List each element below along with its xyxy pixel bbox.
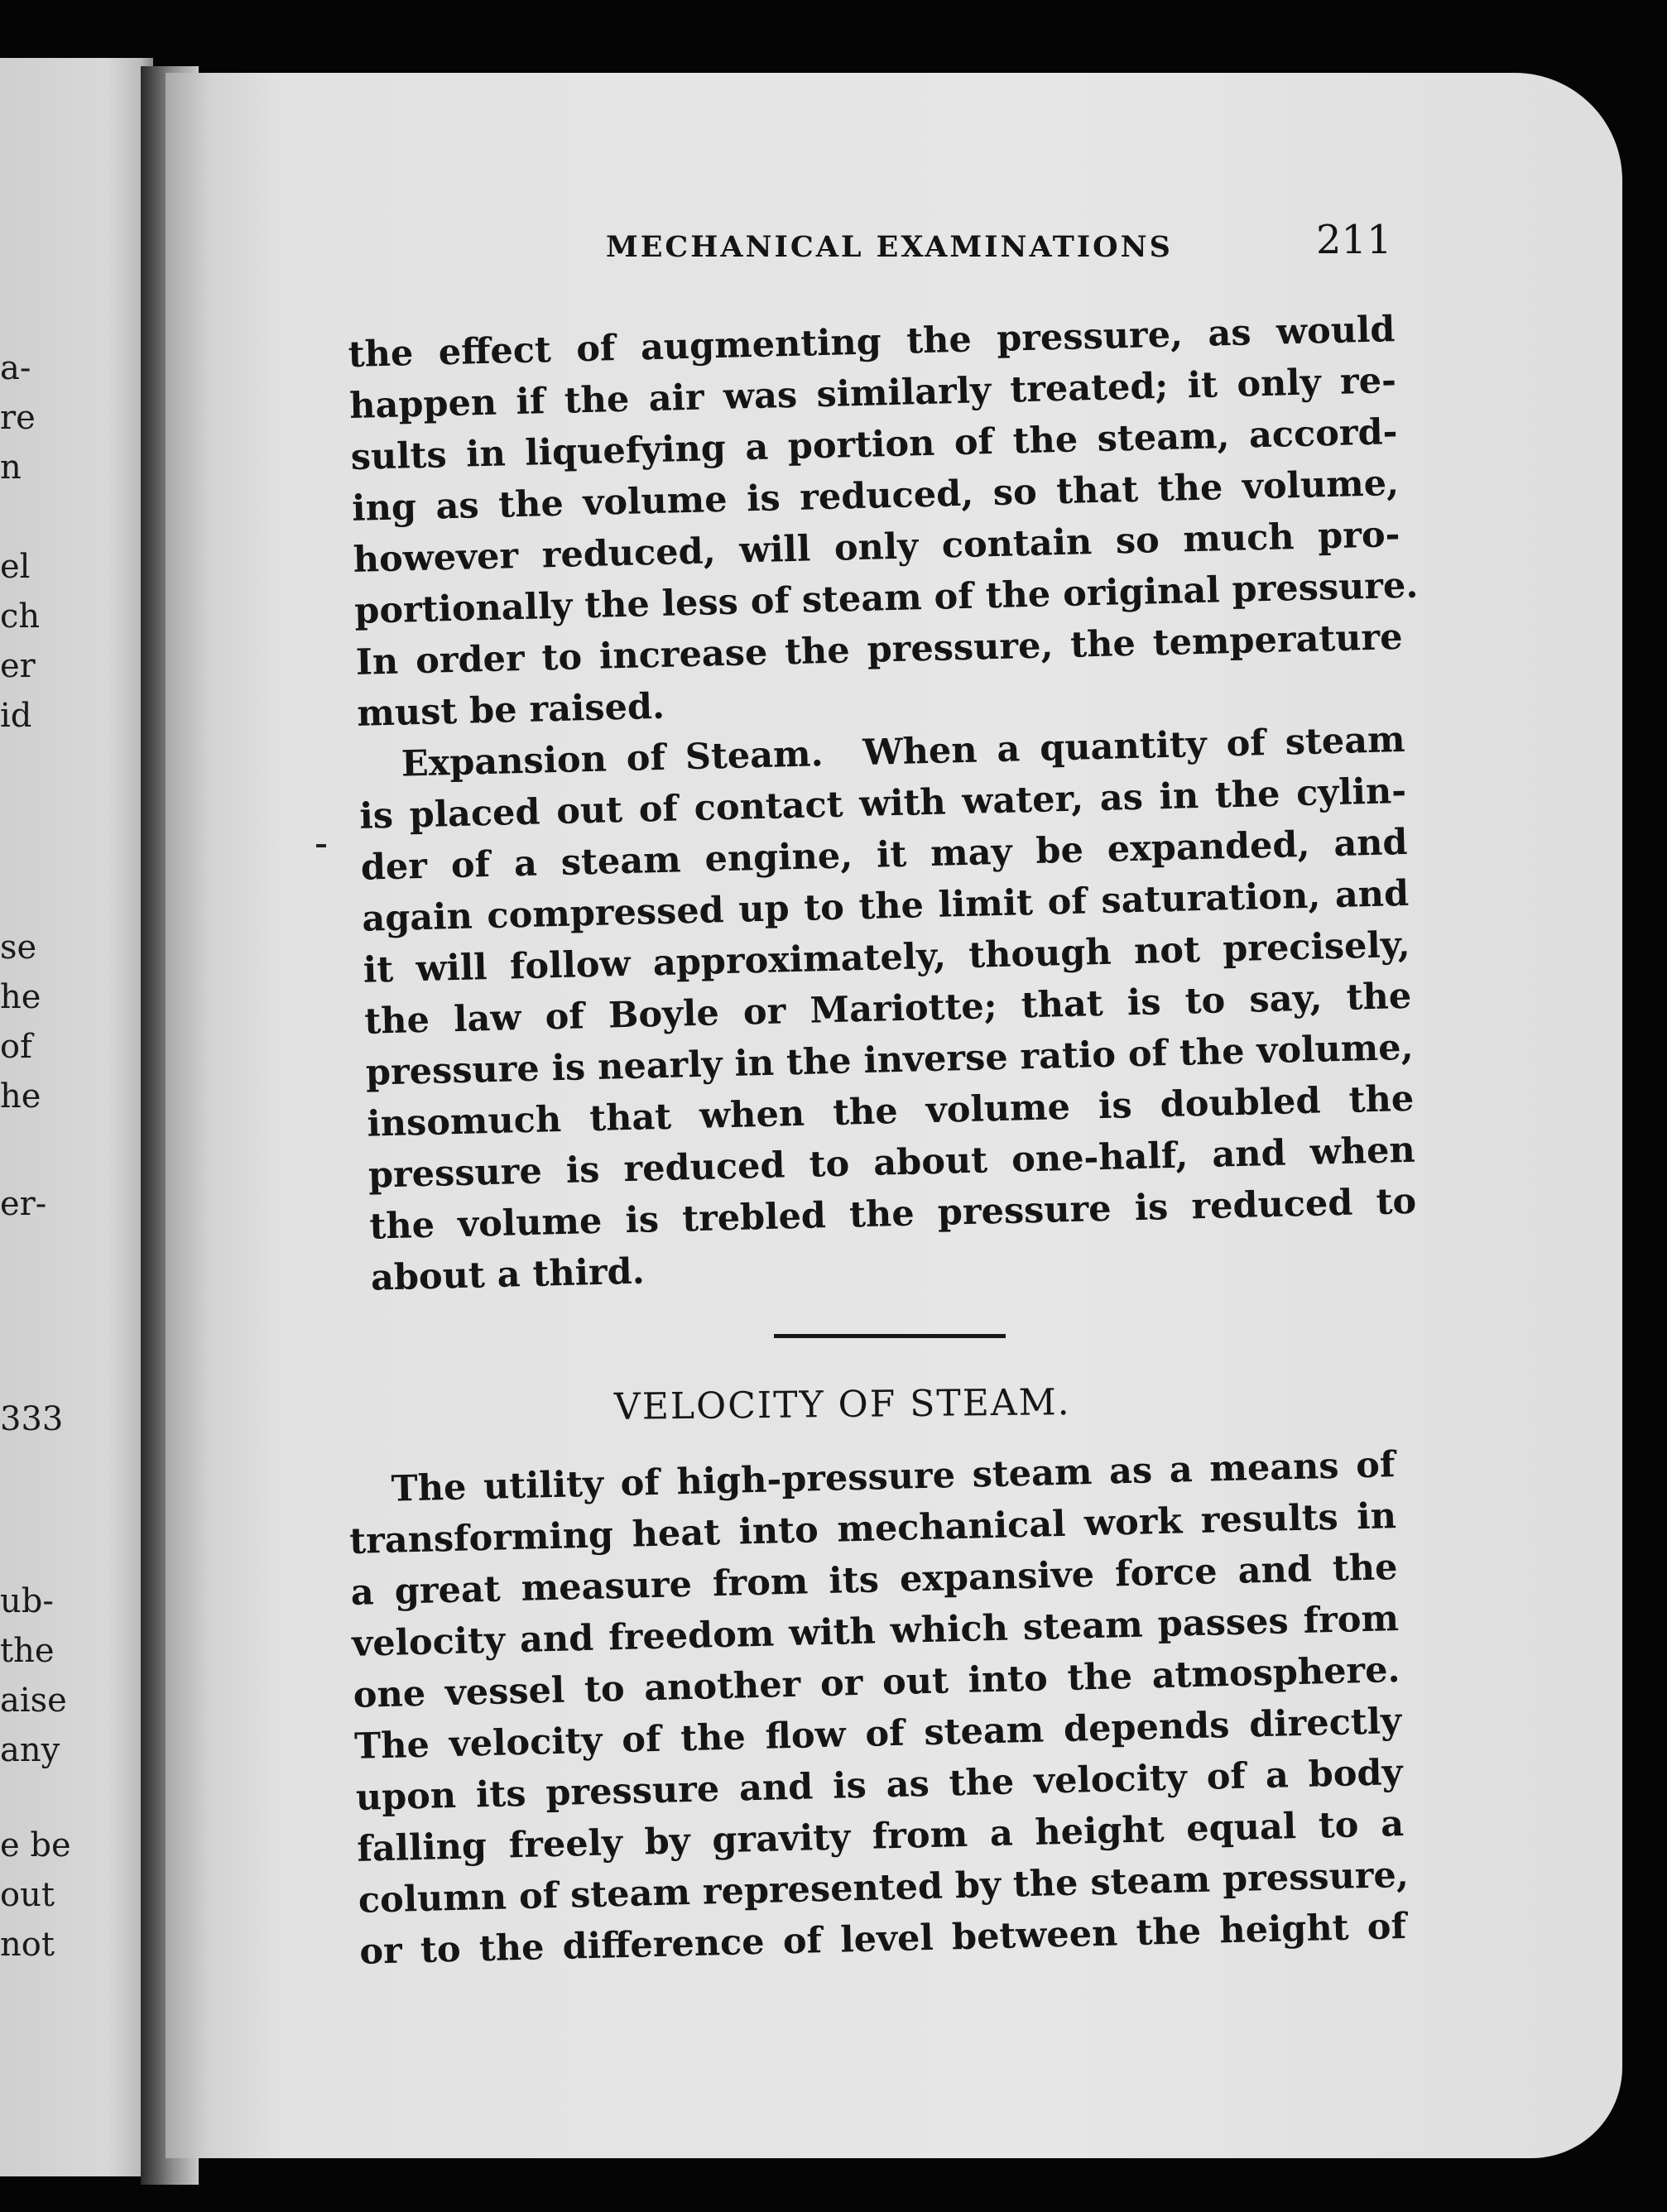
text-block-upper	[348, 304, 1418, 1304]
text-line: In order to increase the pressure, the temperature	[355, 616, 1404, 684]
text-line: the effect of augmenting the pressure, as would	[348, 309, 1396, 376]
text-line: the volume is trebled the pressure is reduced to	[368, 1180, 1417, 1248]
left-page-fragment: he	[0, 978, 41, 1016]
left-facing-page	[0, 58, 153, 2176]
left-page-fragment: ch	[0, 597, 41, 636]
left-page-fragment: of	[0, 1028, 32, 1066]
left-page-fragment: aise	[0, 1682, 67, 1720]
running-header: MECHANICAL EXAMINATIONS	[606, 230, 1173, 264]
text-line: transforming heat into mechanical work results in	[348, 1495, 1397, 1562]
text-line: pressure is nearly in the inverse ratio of the volume,	[365, 1026, 1415, 1094]
text-line: portionally the less of steam of the original pressure.	[353, 564, 1419, 632]
section-divider	[774, 1334, 1006, 1338]
paragraph	[358, 714, 1418, 1304]
left-page-fragment: the	[0, 1632, 55, 1670]
text-line: der of a steam engine, it may be expanded, and	[360, 821, 1409, 889]
text-line: however reduced, will only contain so much pro-	[353, 514, 1401, 581]
text-line: ing as the volume is reduced, so that the volume,	[351, 463, 1400, 530]
left-page-fragment: ub-	[0, 1582, 54, 1620]
left-page-fragment: a-	[0, 349, 31, 387]
text-line: The utility of high-pressure steam as a means of	[391, 1444, 1396, 1510]
left-page-fragment: n	[0, 449, 22, 487]
left-page-fragment: er-	[0, 1185, 47, 1223]
text-line: column of steam represented by the steam pressure,	[358, 1854, 1410, 1922]
left-page-fragment: re	[0, 399, 36, 437]
text-span: When a quantity of steam	[862, 718, 1406, 774]
left-page-fragment: id	[0, 697, 32, 735]
text-line: about a third.	[370, 1250, 646, 1299]
paragraph	[348, 1439, 1410, 1978]
left-page-fragment: out	[0, 1876, 55, 1914]
page-number: 211	[1316, 217, 1392, 263]
left-page-fragment: se	[0, 928, 37, 967]
section-title: VELOCITY OF STEAM.	[613, 1381, 1071, 1428]
text-line: upon its pressure and is as the velocity of a body	[355, 1751, 1404, 1819]
margin-mark	[316, 844, 326, 847]
text-line: again compressed up to the limit of saturation, and	[361, 872, 1410, 940]
text-line: a great measure from its expansive force and the	[350, 1547, 1399, 1614]
left-page-fragment: 333	[0, 1400, 64, 1438]
text-line: happen if the air was similarly treated; it only re-	[348, 360, 1397, 427]
text-line: The velocity of the flow of steam depends directly	[353, 1700, 1402, 1768]
text-line: sults in liquefying a portion of the steam, accord-	[350, 411, 1399, 478]
paragraph	[348, 304, 1419, 740]
text-line: velocity and freedom with which steam passes from	[351, 1598, 1400, 1665]
run-in-heading: Expansion of Steam.	[401, 733, 824, 785]
left-page-fragment: er	[0, 647, 36, 685]
left-page-fragment: el	[0, 548, 31, 586]
left-page-fragment: any	[0, 1731, 60, 1769]
text-line: one vessel to another or out into the atmosphere.	[353, 1649, 1401, 1716]
text-line: is placed out of contact with water, as in the cylin-	[358, 770, 1407, 837]
text-line: pressure is reduced to about one-half, and when	[368, 1129, 1416, 1197]
text-block-lower	[348, 1439, 1410, 1978]
left-page-fragment: e be	[0, 1826, 71, 1864]
text-line: the law of Boyle or Mariotte; that is to say, the	[363, 975, 1412, 1043]
left-page-fragment: not	[0, 1926, 55, 1964]
text-line: must be raised.	[356, 685, 665, 735]
text-line: insomuch that when the volume is doubled the	[366, 1077, 1415, 1145]
text-line: it will follow approximately, though not precisely,	[363, 924, 1411, 991]
text-line: or to the difference of level between the height of	[358, 1905, 1407, 1973]
left-page-fragment: he	[0, 1077, 41, 1116]
text-line: falling freely by gravity from a height equal to a	[356, 1802, 1405, 1870]
